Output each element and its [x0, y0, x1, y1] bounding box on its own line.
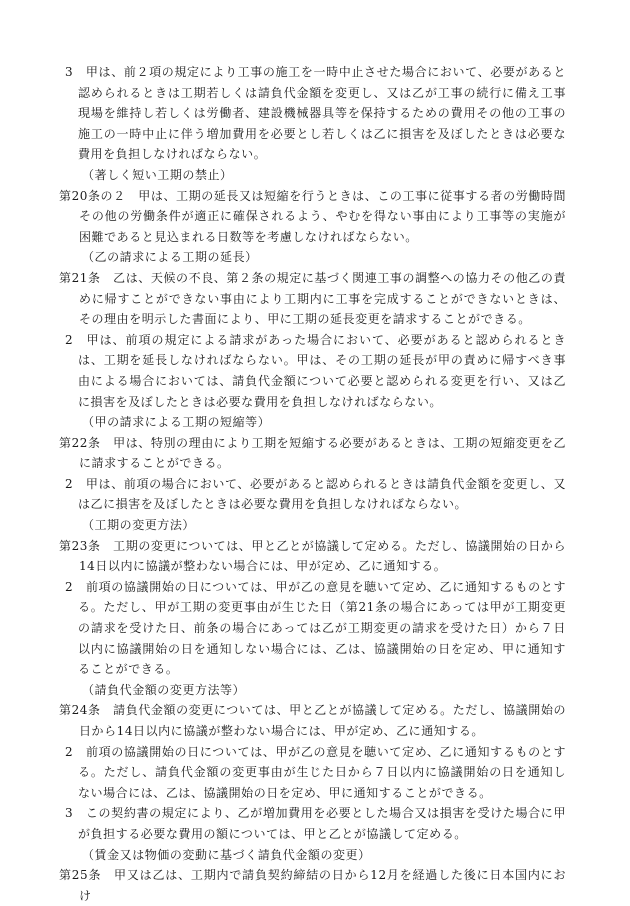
heading-article-20-2: （著しく短い工期の禁止）: [82, 167, 233, 182]
paragraph-24-3: 3 この契約書の規定により、乙が増加費用を必要とした場合又は損害を受けた場合に甲が負担する必要な費用の額については、甲と乙とが協議して定める。: [65, 806, 566, 841]
paragraph-24-2: 2 前項の協議開始の日については、甲が乙の意見を聴いて定め、乙に通知するものとする。ただし、請負代金額の変更事由が生じた日から７日以内に協議開始の日を通知しない場合には、乙は、協議開始の日を定め、甲に通知することができる。: [65, 744, 566, 800]
article-24: 第24条 請負代金額の変更については、甲と乙とが協議して定める。ただし、協議開始の日から14日以内に協議が整わない場合には、甲が定め、乙に通知する。: [59, 703, 566, 738]
article-20-2: 第20条の２ 甲は、工期の延長又は短縮を行うときは、この工事に従事する者の労働時間その他の労働条件が適正に確保されるよう、やむを得ない事由により工事等の実施が困難であると見込まれる日数等を考慮しなければならない。: [59, 188, 566, 244]
heading-article-21: （乙の請求による工期の延長）: [82, 250, 258, 265]
paragraph-23-2: 2 前項の協議開始の日については、甲が乙の意見を聴いて定め、乙に通知するものとする。ただし、甲が工期の変更事由が生じた日（第21条の場合にあっては甲が工期変更の請求を受けた日、前条の場合にあっては乙が工期変更の請求を受けた日）から７日以内に協議開始の日を通知しない場合には、乙は、協議開始の日を定め、甲に通知することができる。: [65, 579, 566, 677]
heading-article-22: （甲の請求による工期の短縮等）: [82, 415, 271, 430]
heading-article-25: （賃金又は物価の変動に基づく請負代金額の変更）: [82, 847, 371, 862]
article-25: 第25条 甲又は乙は、工期内で請負契約締結の日から12月を経過した後に日本国内におけ: [59, 868, 566, 903]
paragraph-18-3: 3 甲は、前２項の規定により工事の施工を一時中止させた場合において、必要があると認められるときは工期若しくは請負代金額を変更し、又は乙が工事の続行に備え工事現場を維持し若しくは労働者、建設機械器具等を保持するための費用その他の工事の施工の一時中止に伴う増加費用を必要とし若しくは乙に損害を及ぼしたときは必要な費用を負担しなければならない。: [65, 65, 566, 162]
article-21: 第21条 乙は、天候の不良、第２条の規定に基づく関連工事の調整への協力その他乙の責めに帰すことができない事由により工期内に工事を完成することができないときは、その理由を明示した書面により、甲に工期の延長変更を請求することができる。: [59, 270, 566, 327]
paragraph-22-2: 2 甲は、前項の場合において、必要があると認められるときは請負代金額を変更し、又は乙に損害を及ぼしたときは必要な費用を負担しなければならない。: [65, 476, 566, 512]
paragraph-21-2: 2 甲は、前項の規定による請求があった場合において、必要があると認められるときは、工期を延長しなければならない。甲は、その工期の延長が甲の責めに帰すべき事由による場合においては、請負代金額について必要と認められる変更を行い、又は乙に損害を及ぼしたときは必要な費用を負担しなければならない。: [65, 332, 566, 409]
article-23: 第23条 工期の変更については、甲と乙とが協議して定める。ただし、協議開始の日から14日以内に協議が整わない場合には、甲が定め、乙に通知する。: [59, 538, 566, 574]
heading-article-24: （請負代金額の変更方法等）: [82, 682, 246, 697]
article-22: 第22条 甲は、特別の理由により工期を短縮する必要があるときは、工期の短縮変更を乙に請求することができる。: [59, 435, 566, 471]
contract-document-page: [0, 62, 630, 906]
heading-article-23: （工期の変更方法）: [82, 518, 195, 533]
